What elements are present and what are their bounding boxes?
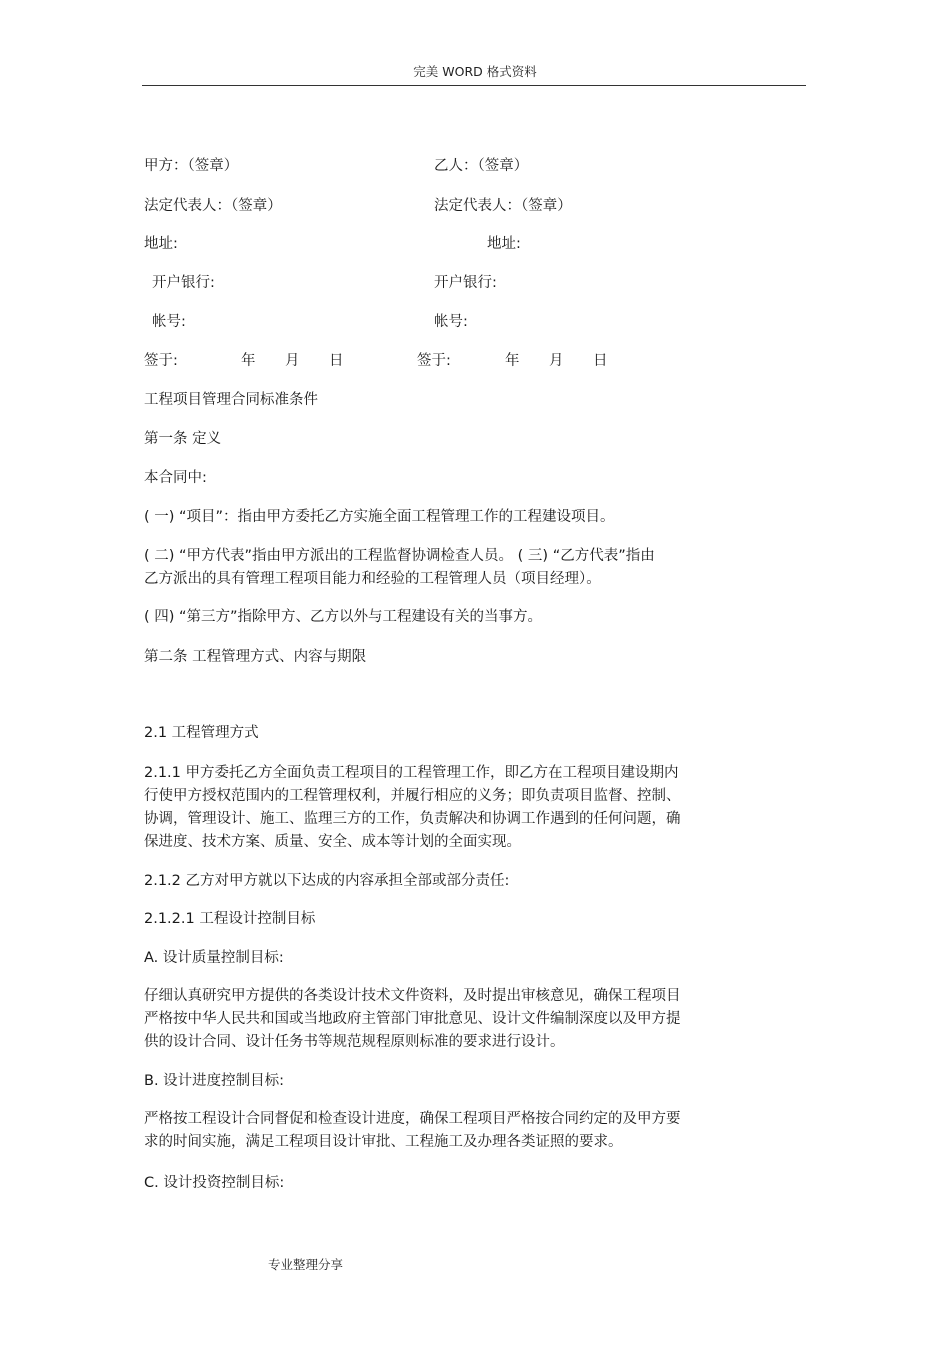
day-a: 日 xyxy=(329,353,344,369)
party-a-sign: 甲方：（签章） xyxy=(144,158,239,174)
definition-line: 乙方派出的具有管理工程项目能力和经验的工程管理人员（项目经理）。 xyxy=(144,571,601,587)
intro-text: 本合同中: xyxy=(144,470,207,486)
document-title: 工程项目管理合同标准条件 xyxy=(144,392,318,408)
rep-a-sign: 法定代表人：（签章） xyxy=(144,198,282,214)
article-2-heading: 第二条 工程管理方式、内容与期限 xyxy=(144,649,367,665)
item-b-heading: B. 设计进度控制目标: xyxy=(144,1073,285,1089)
signed-at-a: 签于: xyxy=(144,353,178,369)
paragraph-line: 求的时间实施，满足工程项目设计审批、工程施工及办理各类证照的要求。 xyxy=(144,1134,623,1150)
address-a: 地址: xyxy=(144,236,178,252)
definition-1: ( 一) “项目”：指由甲方委托乙方实施全面工程管理工作的工程建设项目。 xyxy=(144,509,615,525)
item-c-heading: C. 设计投资控制目标: xyxy=(144,1175,285,1191)
page-footer: 专业整理分享 xyxy=(268,1257,344,1272)
item-a-paragraph xyxy=(144,985,681,1054)
address-b: 地址: xyxy=(487,236,521,252)
signed-at-b: 签于: xyxy=(417,353,451,369)
paragraph-line: 供的设计合同、设计任务书等规范规程原则标准的要求进行设计。 xyxy=(144,1034,565,1050)
header-rule xyxy=(142,85,806,86)
section-2-1-2: 2.1.2 乙方对甲方就以下达成的内容承担全部或部分责任: xyxy=(144,873,510,889)
bank-b: 开户银行: xyxy=(434,275,497,291)
account-b: 帐号: xyxy=(434,314,468,330)
paragraph-line: 保进度、技术方案、质量、安全、成本等计划的全面实现。 xyxy=(144,834,521,850)
definition-4: ( 四) “第三方”指除甲方、乙方以外与工程建设有关的当事方。 xyxy=(144,609,543,625)
page-header: 完美 WORD 格式资料 xyxy=(413,64,537,79)
day-b: 日 xyxy=(593,353,608,369)
paragraph-line: 严格按工程设计合同督促和检查设计进度，确保工程项目严格按合同约定的及甲方要 xyxy=(144,1111,681,1127)
bank-a: 开户银行: xyxy=(152,275,215,291)
definition-2-3 xyxy=(144,545,655,591)
account-a: 帐号: xyxy=(152,314,186,330)
paragraph-line: 行使甲方授权范围内的工程管理权利，并履行相应的义务；即负责项目监督、控制、 xyxy=(144,788,681,804)
year-b: 年 xyxy=(505,353,520,369)
item-a-heading: A. 设计质量控制目标: xyxy=(144,950,284,966)
section-2-1-2-1: 2.1.2.1 工程设计控制目标 xyxy=(144,911,316,927)
item-b-paragraph xyxy=(144,1108,681,1154)
paragraph-line: 仔细认真研究甲方提供的各类设计技术文件资料，及时提出审核意见，确保工程项目 xyxy=(144,988,681,1004)
section-2-1-1 xyxy=(144,762,681,854)
definition-line: ( 二) “甲方代表”指由甲方派出的工程监督协调检查人员。 ( 三) “乙方代表”指由 xyxy=(144,548,655,564)
month-a: 月 xyxy=(285,353,300,369)
year-a: 年 xyxy=(241,353,256,369)
paragraph-line: 2.1.1 甲方委托乙方全面负责工程项目的工程管理工作，即乙方在工程项目建设期内 xyxy=(144,765,679,781)
paragraph-line: 协调，管理设计、施工、监理三方的工作，负责解决和协调工作遇到的任何问题，确 xyxy=(144,811,681,827)
month-b: 月 xyxy=(549,353,564,369)
article-1-heading: 第一条 定义 xyxy=(144,431,222,447)
paragraph-line: 严格按中华人民共和国或当地政府主管部门审批意见、设计文件编制深度以及甲方提 xyxy=(144,1011,681,1027)
section-2-1-heading: 2.1 工程管理方式 xyxy=(144,725,259,741)
rep-b-sign: 法定代表人：（签章） xyxy=(434,198,572,214)
party-b-sign: 乙人：（签章） xyxy=(434,158,529,174)
